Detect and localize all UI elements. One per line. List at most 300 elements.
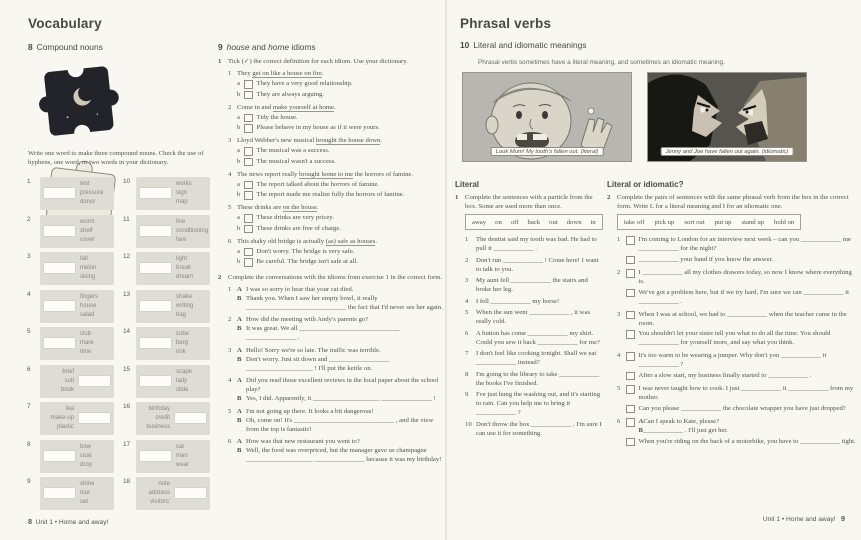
option-a — [237, 113, 444, 123]
compound-word: scape — [176, 368, 193, 375]
compound-word: visitors' — [150, 499, 170, 505]
option-text: The report talked about the horrors of famine. — [256, 180, 380, 188]
compound-word: conditioning — [176, 227, 209, 234]
answer-blank[interactable] — [44, 301, 75, 311]
sentence-with-blank[interactable]: A button has come ____________ my shirt. Could you sew it back ____________ for me? — [476, 329, 600, 346]
pair-sentence-with-blank[interactable]: ____________ your hand if you know the answer. — [638, 255, 773, 263]
idiom-question — [228, 69, 444, 99]
particle-box — [465, 214, 603, 230]
idiom-text: brought home to me — [299, 170, 354, 178]
compound-word: cube — [176, 331, 190, 337]
compound-word: shine — [80, 481, 95, 487]
L-I-checkbox[interactable] — [626, 236, 635, 245]
compound-item — [27, 440, 114, 473]
compound-word: dream — [176, 274, 194, 280]
item-number: 14 — [123, 328, 131, 335]
option-b — [237, 190, 444, 200]
compound-word: birthday — [148, 406, 170, 412]
question-stem — [237, 103, 444, 112]
option-letter: b — [237, 157, 241, 165]
option-checkbox[interactable] — [244, 80, 253, 89]
conversation-item — [228, 285, 444, 312]
speaker-label: B — [237, 294, 242, 302]
section-number: 10 — [460, 40, 470, 50]
exercise-instruction: Complete the sentences with a particle from the box. Some are used more than once. — [465, 194, 593, 210]
page-title: Phrasal verbs — [460, 16, 552, 31]
compound-word: coat — [80, 452, 92, 459]
compound-word: house — [80, 302, 97, 309]
stem-text: the horrors of famine. — [353, 170, 414, 178]
question-stem — [237, 170, 444, 179]
answer-blank[interactable] — [44, 226, 75, 236]
compound-word: melon — [80, 265, 97, 271]
option-text: The report made me realize fully the horrors of famine. — [256, 191, 405, 198]
unit-label: Unit 1 • Home and away! — [762, 516, 836, 523]
section-title-part: house — [226, 42, 250, 52]
idiom-text: (as) safe as houses — [325, 237, 376, 245]
item-number: 9 — [27, 478, 31, 485]
idiomatic-column — [607, 180, 857, 450]
phrasal-verb: sort out — [684, 218, 705, 226]
compound-item — [123, 177, 210, 210]
sentence-with-blank[interactable]: I fell ____________ my horse! — [476, 297, 560, 305]
option-checkbox[interactable] — [244, 147, 253, 156]
compound-word: fingers — [80, 293, 99, 300]
item-number: 13 — [123, 290, 131, 298]
compound-word: shelf — [80, 227, 93, 234]
question-stem — [237, 203, 444, 212]
item-number: 5 — [27, 328, 31, 335]
phrasal-verb: stand up — [741, 218, 765, 226]
item-number: 16 — [123, 403, 131, 410]
compound-box — [40, 177, 114, 210]
sentence-with-blank[interactable]: Don't throw the box ____________ . I'm sure I can use it for something. — [476, 420, 602, 437]
compound-box — [136, 402, 210, 435]
phrasal-verb-box — [617, 214, 801, 230]
compound-word: fall — [80, 256, 88, 262]
sentence-with-blank[interactable]: I've just hung the washing out, and it's starting to rain. Can you help me to bring it ____________ ? — [476, 391, 601, 416]
sentence-with-blank[interactable]: Don't run ____________ ! Come here! I want to talk to you. — [476, 256, 599, 273]
phrasal-verb: pick up — [654, 218, 675, 226]
phrasal-verb: take off — [624, 218, 645, 226]
option-b — [237, 90, 444, 100]
compound-word: bag — [176, 311, 187, 318]
dialog-a-text: Can I speak to Kate, please? — [643, 418, 720, 425]
section10-header — [460, 40, 586, 50]
section-title-part: idioms — [289, 42, 316, 52]
question-number: 6 — [617, 418, 621, 425]
compound-box — [136, 477, 210, 510]
compound-word: bow — [80, 443, 92, 450]
pair-sentence-with-blank[interactable]: We've got a problem here, but if we try hard, I'm sure we can ____________ it ____________ . — [638, 288, 849, 305]
compound-word: pressure — [80, 190, 104, 196]
stem-text: . — [375, 237, 378, 245]
answer-blank[interactable] — [79, 413, 110, 423]
compound-item — [27, 215, 114, 248]
compound-word: credit — [155, 415, 170, 421]
unit-label: Unit 1 • Home and away! — [35, 519, 109, 526]
pair-sentence-with-blank[interactable]: You shouldn't let your sister tell you what to do all the time. You should ____________ for yourself more, and say what you think. — [638, 330, 831, 346]
compound-box — [40, 327, 114, 360]
question-stem — [237, 69, 444, 78]
stem-text: Come in and — [237, 103, 273, 111]
speech-a: How was that new restaurant you went to? — [246, 438, 360, 445]
particle: out — [549, 218, 558, 226]
sentence-pair — [617, 384, 857, 413]
idiom-question — [228, 203, 444, 233]
option-text: These drinks are free of charge. — [256, 224, 342, 232]
speech-a: I was so sorry to hear that your cat died. — [246, 285, 354, 293]
footer-right — [763, 514, 845, 523]
item-number: 15 — [123, 365, 131, 373]
sentence-with-blank[interactable]: I don't feel like cooking tonight. Shall we eat ____________ instead? — [476, 350, 597, 366]
idiom-text: on the house — [282, 204, 317, 211]
option-letter: a — [237, 113, 240, 121]
exercise-instruction: Complete the pairs of sentences with the same phrasal verb from the box in the correct form. Write L for a literal meaning and I for an idiomatic one. — [617, 194, 849, 210]
compound-item — [123, 252, 210, 285]
item-number: 2 — [27, 215, 31, 223]
L-I-checkbox[interactable] — [626, 269, 635, 278]
option-checkbox[interactable] — [244, 225, 253, 234]
question-number: 6 — [465, 329, 469, 337]
question-number: 9 — [465, 391, 469, 398]
speaker-label: B — [237, 355, 242, 363]
stem-text: These drinks are — [237, 204, 283, 211]
option-checkbox[interactable] — [244, 124, 253, 133]
idiom-question — [228, 170, 444, 200]
compound-word: rise — [80, 490, 90, 496]
question-number: 2 — [228, 103, 232, 111]
question-number: 4 — [228, 377, 232, 384]
option-b — [237, 157, 444, 167]
question-number: 7 — [465, 350, 469, 357]
jenny-joe-illustration — [647, 72, 807, 162]
literal-sentence — [465, 276, 603, 294]
compound-item — [27, 290, 114, 323]
answer-blank[interactable] — [44, 338, 75, 348]
answer-blank[interactable] — [44, 263, 75, 273]
section-number: 9 — [218, 42, 223, 52]
speaker-label: A — [237, 438, 242, 445]
compound-item — [27, 402, 114, 435]
option-letter: b — [237, 124, 241, 131]
speech-b-with-blank[interactable]: Yes, I did. Apparently, it ____________________ _______________ ! — [246, 395, 436, 402]
conversation-item — [228, 346, 444, 373]
compound-box — [136, 440, 210, 473]
pair-sentence-with-blank[interactable]: It's too warm to be wearing a jumper. Why don't you ____________ it ____________ ? — [638, 352, 827, 368]
compound-word: break — [176, 265, 192, 271]
idiom-question — [228, 237, 444, 267]
option-letter: b — [237, 90, 241, 98]
L-I-checkbox[interactable] — [626, 405, 635, 414]
question-number: 4 — [617, 352, 621, 359]
compound-word: club — [80, 331, 92, 337]
item-number: 18 — [123, 478, 131, 485]
compound-column-2 — [123, 177, 210, 515]
stem-text: . — [333, 103, 336, 111]
speaker-label: A — [237, 407, 242, 415]
L-I-checkbox[interactable] — [626, 352, 635, 361]
question-number: 3 — [228, 137, 232, 144]
stem-text: . — [316, 204, 319, 211]
compound-word: mare — [80, 340, 94, 346]
compound-word: drop — [80, 461, 93, 468]
idiom-text: get on like a house on fire — [252, 70, 322, 77]
idiom-question — [228, 136, 444, 166]
speech-b-with-blank[interactable]: Well, the food was overpriced, but the manager gave us champagne ____________________ _______________ because it was my birthday! — [246, 447, 442, 463]
caption-literal: Look Mum! My tooth's fallen out. (literal) — [491, 147, 604, 156]
L-I-checkbox[interactable] — [626, 418, 635, 427]
idiom-text: brought the house down — [315, 137, 381, 144]
L-I-checkbox[interactable] — [626, 385, 635, 394]
question-number: 5 — [617, 385, 621, 392]
answer-blank[interactable] — [44, 488, 75, 498]
stem-text: This shaky old bridge is actually — [237, 237, 326, 245]
question-number: 5 — [228, 407, 232, 415]
answer-blank[interactable] — [140, 451, 171, 461]
option-b — [237, 123, 444, 133]
option-text: Be careful. The bridge isn't safe at all. — [256, 258, 359, 265]
compound-word: fare — [176, 236, 187, 243]
compound-item — [123, 440, 210, 473]
sentence-with-blank[interactable]: The dentist said my tooth was bad. He had to pull it ____________ . — [476, 236, 597, 252]
compound-instruction: Write one word to make three compound nouns. Check the use of hyphens, one word, or two words in your dictionary. — [28, 150, 204, 166]
section8-header — [28, 42, 103, 52]
question-number: 6 — [228, 237, 232, 245]
option-letter: a — [237, 80, 240, 87]
answer-blank[interactable] — [140, 226, 171, 236]
item-number: 12 — [123, 253, 131, 260]
option-text: Don't worry. The bridge is very safe. — [256, 247, 355, 255]
conversation-item — [228, 437, 444, 464]
section-title: Literal and idiomatic meanings — [473, 40, 587, 50]
speech-a: I'm not going up there. It looks a bit dangerous! — [246, 407, 374, 415]
question-number: 2 — [465, 256, 469, 264]
pair-sentence-with-blank[interactable]: When you're riding on the back of a motorbike, you have to ____________ tight. — [638, 437, 856, 445]
option-a — [237, 79, 444, 89]
question-number: 6 — [228, 438, 232, 445]
compound-word: plastic — [56, 424, 74, 430]
stem-text: The news report really — [237, 170, 300, 178]
compound-column-1 — [27, 177, 114, 515]
speech-a: Did you read those excellent reviews in the local paper about the school play? — [246, 377, 439, 393]
option-text: These drinks are very pricey. — [256, 214, 334, 221]
speech-b-with-blank[interactable]: Don't worry. Just sit down and __________________ ____________________ ! I'll put the kettle on. — [246, 355, 390, 372]
compound-box — [40, 290, 114, 323]
exercise-number: 1 — [455, 194, 459, 201]
answer-blank[interactable] — [140, 263, 171, 273]
page-title: Vocabulary — [28, 16, 102, 31]
compound-box — [40, 402, 114, 435]
section-intro: Phrasal verbs sometimes have a literal meaning, and sometimes an idiomatic meaning. — [478, 59, 725, 66]
puzzle-illustrations — [36, 54, 212, 152]
option-b — [237, 257, 444, 267]
item-number: 1 — [27, 178, 31, 185]
answer-blank[interactable] — [175, 488, 206, 498]
phrasal-verb: hold on — [774, 218, 795, 226]
option-checkbox[interactable] — [244, 214, 253, 223]
speaker-label: B — [237, 395, 242, 402]
compound-word: wear — [176, 461, 190, 468]
compound-word: business — [146, 424, 170, 430]
speech-b-with-blank[interactable]: Oh, come on! It's ______________________________ , and the view from the top is fantastic! — [246, 416, 434, 433]
sentence-with-blank[interactable]: When the sun went ____________ , it was really cold. — [476, 309, 591, 325]
pair-sentence-with-blank[interactable]: I ____________ all my clothes drawers today, so now I know where everything is. — [638, 269, 852, 285]
answer-blank[interactable] — [44, 451, 75, 461]
question-number: 4 — [228, 170, 232, 178]
option-checkbox[interactable] — [244, 248, 253, 257]
pair-sentence-with-blank[interactable]: Can you please ____________ the chocolate wrapper you have just dropped? — [638, 404, 846, 412]
literal-sentence — [465, 390, 603, 417]
option-checkbox[interactable] — [244, 158, 253, 167]
option-letter: b — [237, 224, 241, 232]
night-puzzle-piece-image — [36, 54, 122, 150]
L-I-checkbox[interactable] — [626, 256, 635, 265]
speaker-label: A — [638, 418, 644, 425]
ex1-instruction-row — [218, 57, 444, 66]
L-I-checkbox[interactable] — [626, 330, 635, 339]
answer-blank[interactable] — [79, 376, 110, 386]
compound-item — [27, 177, 114, 210]
compound-word: donor — [80, 199, 96, 205]
particle: on — [495, 218, 502, 226]
question-number: 3 — [228, 346, 232, 354]
compound-box — [136, 365, 210, 398]
question-number: 1 — [228, 70, 232, 77]
compound-word: book — [60, 386, 74, 393]
compound-item — [27, 252, 114, 285]
compound-word: set — [80, 499, 89, 505]
section9-column — [218, 42, 444, 468]
speaker-label: A — [237, 377, 242, 384]
option-text: The musical was a success. — [256, 147, 330, 154]
dialog-b-with-blank[interactable]: ____________ . I'll just get her. — [642, 427, 728, 434]
exercise-number: 2 — [607, 194, 611, 201]
particle: down — [566, 218, 582, 226]
literal-sentence — [465, 256, 603, 274]
boy-tooth-illustration — [462, 72, 632, 162]
pair-sentence-with-blank[interactable]: I'm coming to London for an interview next week – can you ____________ me ____________ for the night? — [638, 236, 851, 252]
compound-word: slide — [176, 386, 189, 393]
L-I-checkbox[interactable] — [626, 311, 635, 320]
exercise-number: 2 — [218, 273, 222, 281]
compound-word: skiing — [80, 274, 96, 280]
exercise-instruction: Complete the conversations with the idioms from exercise 1 in the correct form. — [228, 273, 443, 281]
option-checkbox[interactable] — [244, 258, 253, 267]
compound-box — [40, 440, 114, 473]
literal-sentence — [465, 235, 603, 253]
literal-sentence — [465, 297, 603, 306]
idiomatic-heading: Literal or idiomatic? — [607, 180, 684, 189]
compound-word: suit — [64, 377, 74, 384]
compound-word: map — [176, 199, 188, 205]
stem-text: . — [321, 70, 324, 77]
answer-blank[interactable] — [175, 413, 206, 423]
caption-idiomatic: Jenny and Joe have fallen out again. (idiomatic) — [661, 147, 794, 156]
option-letter: b — [237, 191, 241, 198]
answer-blank[interactable] — [140, 301, 171, 311]
conversation-item — [228, 315, 444, 342]
particle: off — [510, 218, 519, 226]
question-stem — [237, 136, 444, 145]
sentence-pair — [617, 310, 857, 348]
idiom-question — [228, 103, 444, 133]
option-a — [237, 180, 444, 190]
item-number: 8 — [27, 440, 31, 448]
speaker-label: B — [638, 427, 643, 434]
pair-sentence-with-blank[interactable]: I was never taught how to cook. I just ____________ it ____________ from my mother. — [638, 385, 854, 401]
compound-item — [27, 365, 114, 398]
compound-box — [136, 290, 210, 323]
L-I-checkbox[interactable] — [626, 372, 635, 381]
page-number: 8 — [28, 517, 32, 526]
compound-box — [40, 477, 114, 510]
option-checkbox[interactable] — [244, 91, 253, 100]
speaker-label: B — [237, 416, 242, 424]
speaker-label: A — [237, 316, 242, 323]
particle: away — [472, 218, 487, 226]
question-number: 4 — [465, 297, 469, 305]
footer-left — [28, 517, 108, 526]
speech-b-with-blank[interactable]: Thank you. When I saw her empty bowl, it really ______________________________ the fact that I'd never see her again. — [246, 294, 443, 311]
exercise-number: 1 — [218, 58, 222, 65]
option-letter: b — [237, 258, 241, 265]
option-letter: a — [237, 180, 240, 188]
question-number: 1 — [465, 236, 469, 243]
option-text: Tidy the house. — [256, 113, 298, 121]
sentence-with-blank[interactable]: I'm going to the library to take ____________ the books I've finished. — [476, 370, 600, 387]
section-number: 8 — [28, 42, 33, 52]
literal-sentence — [465, 349, 603, 367]
sentence-with-blank[interactable]: My aunt fell ____________ the stairs and broke her leg. — [476, 277, 588, 293]
pair-sentence-with-blank[interactable]: After a slow start, my business finally started to ____________ . — [638, 371, 812, 379]
answer-blank[interactable] — [140, 188, 171, 198]
compound-word: car — [176, 443, 185, 450]
compound-box — [136, 215, 210, 248]
item-number: 7 — [27, 403, 31, 410]
speaker-label: A — [237, 346, 242, 354]
literal-column — [455, 180, 603, 440]
particle: back — [527, 218, 541, 226]
item-number: 4 — [27, 290, 31, 298]
compound-word: note — [158, 481, 170, 487]
speech-b-with-blank[interactable]: It was great. We all ______________________________ _______________ . — [246, 325, 400, 341]
pair-sentence-with-blank[interactable]: When I was at school, we had to ____________ when the teacher came in the room. — [638, 310, 847, 327]
L-I-checkbox[interactable] — [626, 289, 635, 298]
compound-item — [123, 477, 210, 510]
compound-word: time — [80, 349, 92, 355]
question-number: 5 — [465, 309, 469, 316]
literal-sentence — [465, 308, 603, 326]
section-title: Compound nouns — [36, 42, 103, 52]
option-checkbox[interactable] — [244, 114, 253, 123]
compound-box — [136, 327, 210, 360]
option-text: They are always arguing. — [256, 90, 324, 98]
compound-box — [40, 252, 114, 285]
option-checkbox[interactable] — [244, 181, 253, 190]
L-I-checkbox[interactable] — [626, 438, 635, 447]
answer-blank[interactable] — [140, 376, 171, 386]
option-checkbox[interactable] — [244, 191, 253, 200]
question-number: 1 — [617, 236, 621, 243]
literal-sentence — [465, 370, 603, 388]
compound-word: sign — [176, 190, 188, 196]
answer-blank[interactable] — [140, 338, 171, 348]
compound-item — [123, 402, 210, 435]
answer-blank[interactable] — [44, 188, 75, 198]
compound-word: line — [176, 218, 186, 225]
compound-item — [123, 215, 210, 248]
